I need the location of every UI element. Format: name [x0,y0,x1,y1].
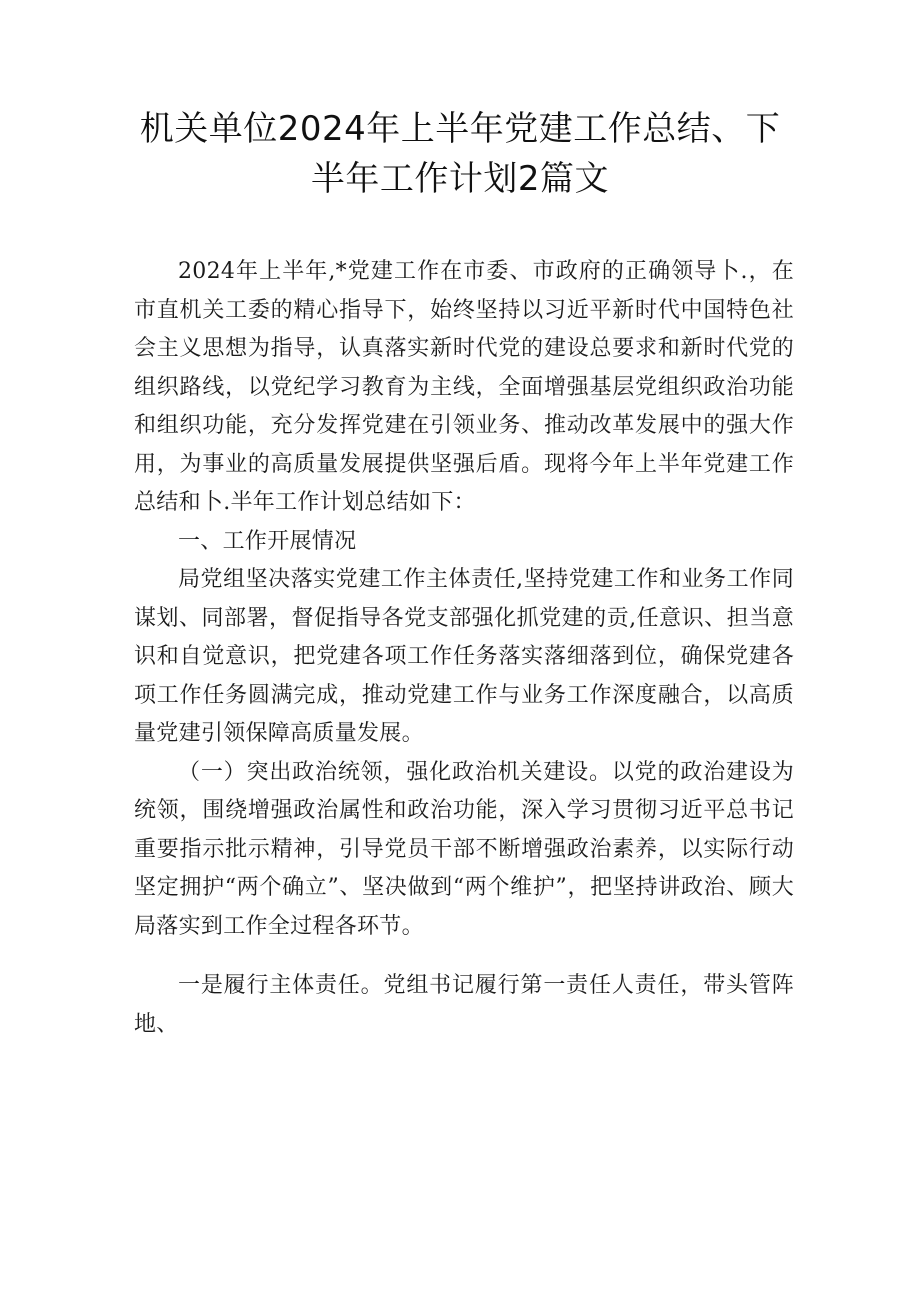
subsection-paragraph: （一）突出政治统领，强化政治机关建设。以党的政治建设为统领，围绕增强政治属性和政治功能，深入学习贯彻习近平总书记重要指示批示精神，引导党员干部不断增强政治素养，以实际行动坚定拥护“两个确立”、坚决做到“两个维护”，把坚持讲政治、顾大局落实到工作全过程各环节。 [134,759,794,939]
body-paragraph: 一是履行主体责任。党组书记履行第一责任人责任，带头管阵地、 [134,973,794,1037]
document-title [120,104,800,204]
title-line-2: 半年工作计划2篇文 [310,159,610,199]
title-line-1: 机关单位2024年上半年党建工作总结、下 [139,109,781,149]
body-paragraph: 局党组坚决落实党建工作主体责任,坚持党建工作和业务工作同谋划、同部署，督促指导各党支部强化抓党建的贡,任意识、担当意识和自觉意识，把党建各项工作任务落实落细落到位，确保党建各项工作任务圆满完成，推动党建工作与业务工作深度融合，以高质量党建引领保障高质量发展。 [134,567,794,746]
document-body [134,253,794,1044]
intro-paragraph: 2024年上半年,*党建工作在市委、市政府的正确领导卜.，在市直机关工委的精心指导下，始终坚持以习近平新时代中国特色社会主义思想为指导，认真落实新时代党的建设总要求和新时代党的组织路线，以党纪学习教育为主线，全面增强基层党组织政治功能和组织功能，充分发挥党建在引领业务、推动改革发展中的强大作用，为事业的高质量发展提供坚强后盾。现将今年上半年党建工作总结和卜.半年工作计划总结如下： [134,259,794,515]
section-heading: 一、工作开展情况 [178,528,357,554]
